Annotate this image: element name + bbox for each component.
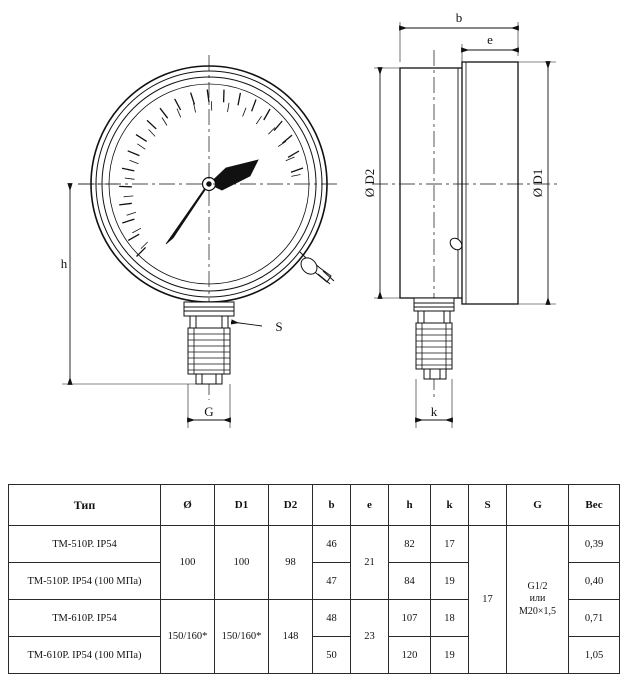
cell-weight: 1,05 (569, 637, 620, 674)
cell-d1: 150/160* (215, 600, 269, 674)
header-d1: D1 (215, 485, 269, 526)
label-D1: Ø D1 (530, 168, 545, 198)
cell-b: 47 (313, 563, 351, 600)
header-weight: Вес (569, 485, 620, 526)
header-e: e (351, 485, 389, 526)
cell-d1: 100 (215, 526, 269, 600)
header-h: h (389, 485, 431, 526)
label-D2: Ø D2 (362, 168, 377, 198)
header-s: S (469, 485, 507, 526)
cell-type: ТМ-610Р. IP54 (100 МПа) (9, 637, 161, 674)
cell-diameter: 150/160* (161, 600, 215, 674)
cell-weight: 0,71 (569, 600, 620, 637)
cell-g-line2: или (529, 593, 546, 605)
cell-d2: 98 (269, 526, 313, 600)
cell-b: 48 (313, 600, 351, 637)
cell-g (507, 526, 569, 674)
cell-h: 84 (389, 563, 431, 600)
header-diameter: Ø (161, 485, 215, 526)
label-S: S (275, 319, 283, 334)
cell-k: 19 (431, 637, 469, 674)
cell-d2: 148 (269, 600, 313, 674)
cell-h: 107 (389, 600, 431, 637)
spec-table-wrapper (8, 484, 619, 674)
cell-k: 19 (431, 563, 469, 600)
label-k: k (430, 404, 438, 419)
cell-weight: 0,40 (569, 563, 620, 600)
cell-type: ТМ-510Р. IP54 (100 МПа) (9, 563, 161, 600)
cell-type: ТМ-510Р. IP54 (9, 526, 161, 563)
cell-e: 21 (351, 526, 389, 600)
cell-h: 82 (389, 526, 431, 563)
label-h: h (60, 256, 68, 271)
header-k: k (431, 485, 469, 526)
cell-b: 50 (313, 637, 351, 674)
cell-k: 18 (431, 600, 469, 637)
header-d2: D2 (269, 485, 313, 526)
header-g: G (507, 485, 569, 526)
cell-g-line3: М20×1,5 (518, 605, 557, 617)
cell-s: 17 (469, 526, 507, 674)
label-b: b (455, 10, 463, 25)
cell-b: 46 (313, 526, 351, 563)
header-type: Тип (9, 485, 161, 526)
table-row (9, 526, 620, 563)
cell-g-line1: G1/2 (527, 580, 548, 592)
cell-h: 120 (389, 637, 431, 674)
cell-e: 23 (351, 600, 389, 674)
spec-table (8, 484, 620, 674)
cell-weight: 0,39 (569, 526, 620, 563)
label-G: G (204, 404, 214, 419)
cell-k: 17 (431, 526, 469, 563)
cell-diameter: 100 (161, 526, 215, 600)
cell-type: ТМ-610Р. IP54 (9, 600, 161, 637)
label-e: e (487, 32, 493, 47)
header-b: b (313, 485, 351, 526)
table-header-row (9, 485, 620, 526)
